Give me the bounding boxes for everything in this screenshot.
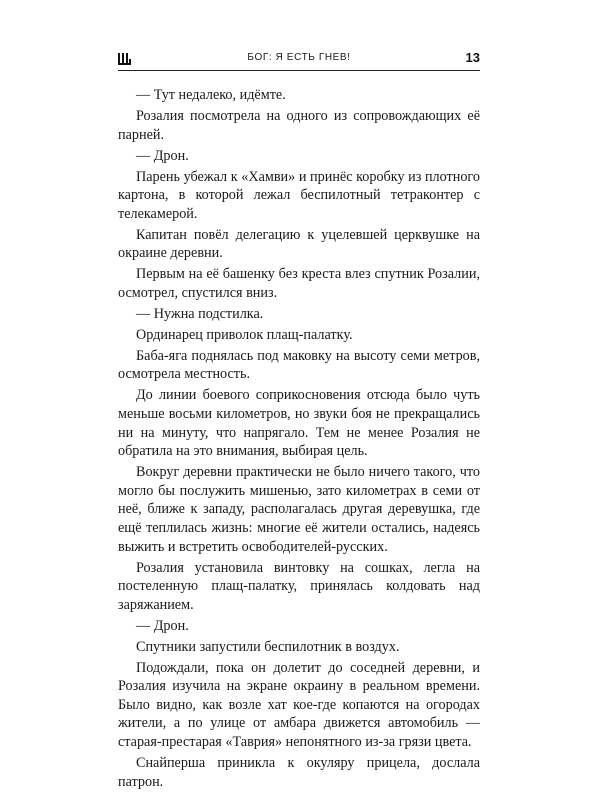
paragraph: Парень убежал к «Хамви» и принёс коробку из плотного картона, в которой лежал беспилотный тетраконтер с телекамерой.: [118, 168, 480, 222]
paragraph: Вокруг деревни практически не было ничего такого, что могло бы послужить мишенью, зато километрах в семи от неё, ближе к западу, располагалась другая деревушка, где ещё теплилась жизнь: многие её жители остались, надеясь выжить и встретить освободителей-русских.: [118, 464, 480, 555]
paragraph: Подождали, пока он долетит до соседней деревни, и Розалия изучила на экране окраину в реальном времени. Было видно, как возле хат кое-где копаются на огородах жители, а по улице от амбара движется автомобиль — старая-престарая «Таврия» непонятного из-за грязи цвета.: [118, 659, 480, 751]
paragraph: Спутники запустили беспилотник в воздух.: [136, 638, 400, 655]
running-title: БОГ: Я ЕСТЬ ГНЕВ!: [247, 52, 351, 63]
paragraph: До линии боевого соприкосновения отсюда было чуть меньше восьми километров, но звуки боя не прекращались ни на минуту, что напрягало. Тем не менее Розалия не обратила на это внимания, выбирая цель.: [118, 387, 480, 460]
paragraph: Баба-яга поднялась под маковку на высоту семи метров, осмотрела местность.: [118, 347, 480, 383]
paragraph: Ординарец приволок плащ-палатку.: [136, 326, 353, 343]
paragraph: Розалия посмотрела на одного из сопровождающих её парней.: [118, 107, 480, 143]
paragraph: Первым на её башенку без креста влез спутник Розалии, осмотрел, спустился вниз.: [118, 266, 480, 301]
page-header: [118, 50, 480, 76]
paragraph: Капитан повёл делегацию к уцелевшей церквушке на окраине деревни.: [118, 226, 480, 262]
paragraph: — Тут недалеко, идёмте.: [136, 87, 286, 103]
paragraph: — Дрон.: [136, 617, 189, 634]
paragraph: — Дрон.: [136, 147, 189, 164]
paragraph: — Нужна подстилка.: [136, 305, 264, 322]
page-number: 13: [465, 50, 480, 65]
paragraph: Розалия установила винтовку на сошках, легла на постеленную плащ-палатку, принялась колдовать над заряжанием.: [118, 559, 480, 613]
header-rule: [118, 70, 480, 71]
body-text: [118, 86, 480, 794]
paragraph: Снайперша приникла к окуляру прицела, дослала патрон.: [118, 755, 480, 790]
